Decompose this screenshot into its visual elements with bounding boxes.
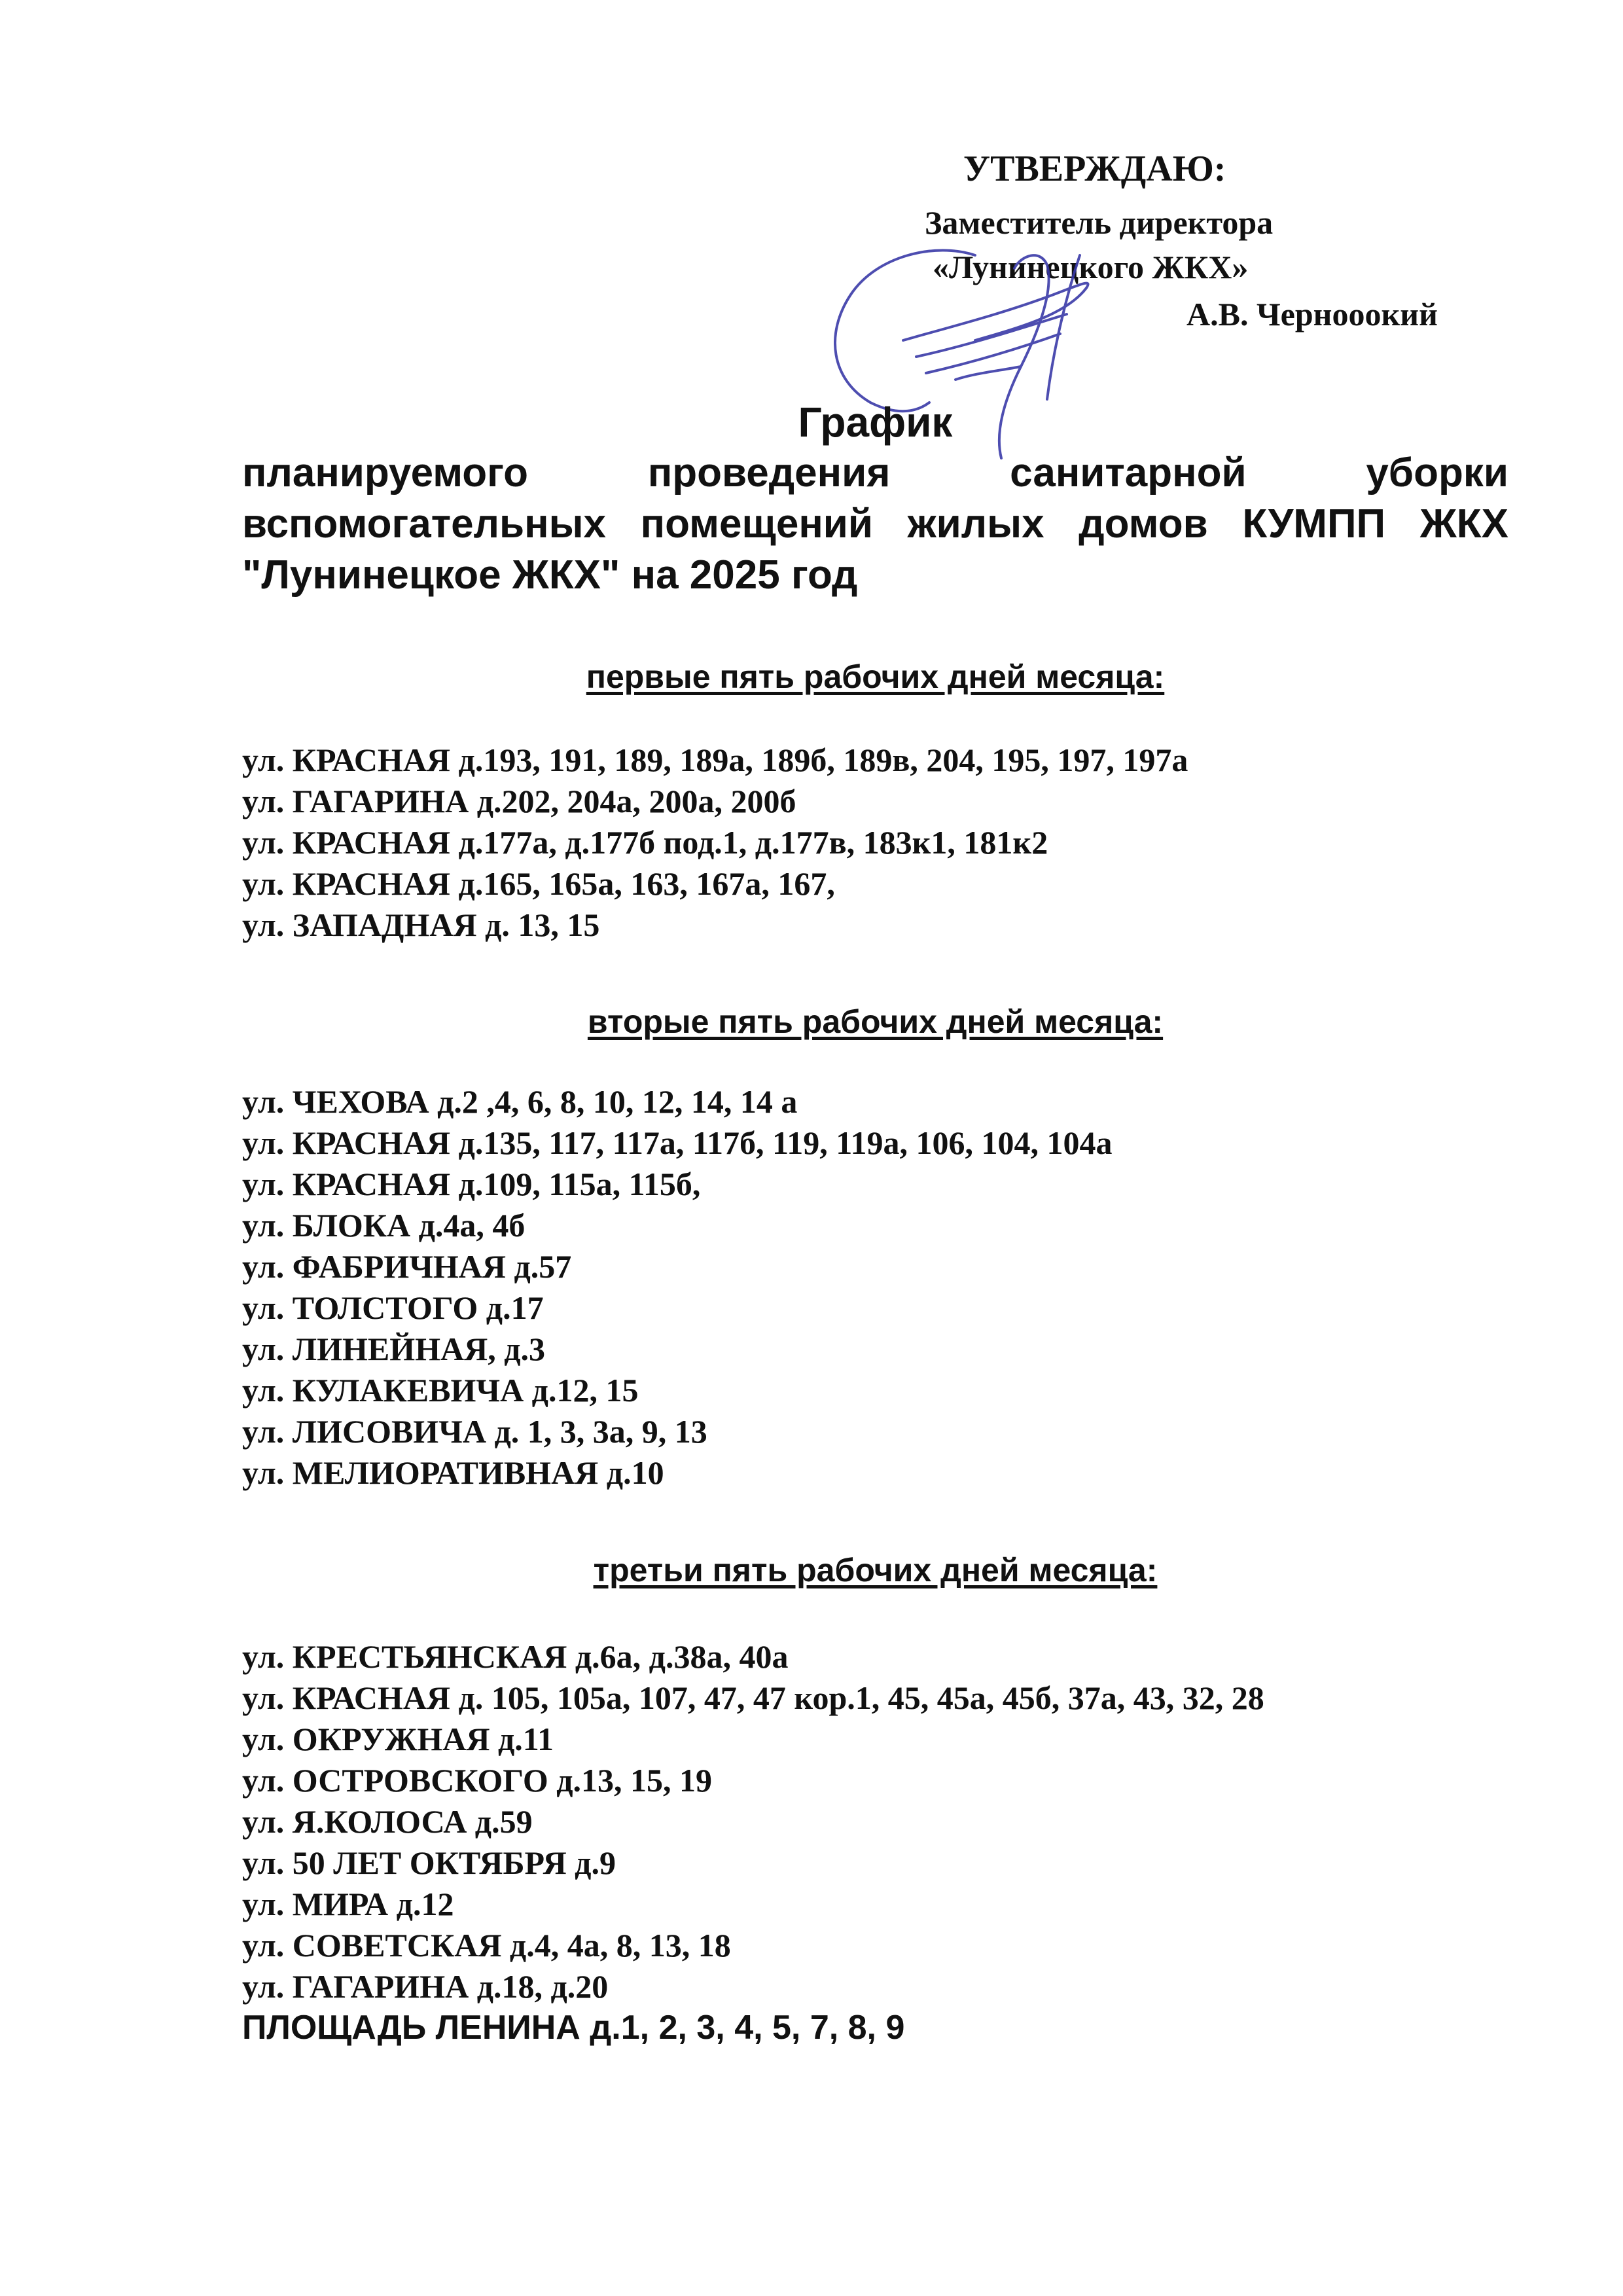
address-list-third — [242, 1636, 1551, 2049]
approval-position-line1: Заместитель директора — [925, 204, 1274, 241]
list-item: ул. КРЕСТЬЯНСКАЯ д.6а, д.38а, 40а — [242, 1638, 789, 1675]
section-header-first: первые пять рабочих дней месяца: — [586, 658, 1165, 695]
document-title: График — [798, 399, 953, 446]
list-item: ул. КРАСНАЯ д.109, 115а, 115б, — [242, 1166, 701, 1202]
list-item: ул. ГАГАРИНА д.202, 204а, 200а, 200б — [242, 783, 796, 819]
list-item: ул. ЛИСОВИЧА д. 1, 3, 3а, 9, 13 — [242, 1413, 707, 1450]
list-item: ул. ФАБРИЧНАЯ д.57 — [242, 1248, 572, 1285]
list-item: ул. ГАГАРИНА д.18, д.20 — [242, 1968, 609, 2005]
list-item: ул. ЧЕХОВА д.2 ,4, 6, 8, 10, 12, 14, 14 а — [242, 1083, 798, 1120]
list-item: ул. ЗАПАДНАЯ д. 13, 15 — [242, 906, 600, 943]
list-item: ул. КУЛАКЕВИЧА д.12, 15 — [242, 1372, 639, 1408]
list-item: ПЛОЩАДЬ ЛЕНИНА д.1, 2, 3, 4, 5, 7, 8, 9 — [242, 2009, 905, 2047]
list-item: ул. МЕЛИОРАТИВНАЯ д.10 — [242, 1454, 664, 1491]
list-item: ул. КРАСНАЯ д.165, 165а, 163, 167а, 167, — [242, 865, 835, 902]
list-item: ул. КРАСНАЯ д.135, 117, 117а, 117б, 119, 119а, 106, 104, 104а — [242, 1124, 1113, 1161]
list-item: ул. 50 ЛЕТ ОКТЯБРЯ д.9 — [242, 1844, 616, 1881]
address-list-second — [242, 1081, 1551, 1494]
list-item: ул. МИРА д.12 — [242, 1886, 454, 1922]
list-item: ул. ОКРУЖНАЯ д.11 — [242, 1721, 554, 1757]
section-header-third: третьи пять рабочих дней месяца: — [593, 1552, 1158, 1588]
list-item: ул. ЛИНЕЙНАЯ, д.3 — [242, 1331, 545, 1367]
list-item: ул. КРАСНАЯ д. 105, 105а, 107, 47, 47 кор.1, 45, 45а, 45б, 37а, 43, 32, 28 — [242, 1679, 1264, 1716]
document-subtitle: планируемого проведения санитарной уборки вспомогательных помещений жилых домов КУМПП ЖКХ "Лунинецкое ЖКХ" на 2025 год — [242, 450, 1508, 598]
list-item: ул. КРАСНАЯ д.193, 191, 189, 189а, 189б, 189в, 204, 195, 197, 197а — [242, 742, 1188, 778]
list-item: ул. КРАСНАЯ д.177а, д.177б под.1, д.177в, 183к1, 181к2 — [242, 824, 1048, 861]
list-item: ул. БЛОКА д.4а, 4б — [242, 1207, 526, 1244]
list-item: ул. ТОЛСТОГО д.17 — [242, 1289, 544, 1326]
address-list-first — [242, 740, 1551, 946]
approver-name: А.В. Чернооокий — [1186, 296, 1438, 332]
list-item: ул. ОСТРОВСКОГО д.13, 15, 19 — [242, 1762, 713, 1799]
approval-position-line2: «Лунинецкого ЖКХ» — [933, 249, 1249, 285]
section-header-second: вторые пять рабочих дней месяца: — [587, 1003, 1164, 1040]
document-title-block — [242, 397, 1508, 601]
list-item: ул. СОВЕТСКАЯ д.4, 4а, 8, 13, 18 — [242, 1927, 731, 1964]
approval-heading: УТВЕРЖДАЮ: — [963, 149, 1226, 189]
list-item: ул. Я.КОЛОСА д.59 — [242, 1803, 533, 1840]
